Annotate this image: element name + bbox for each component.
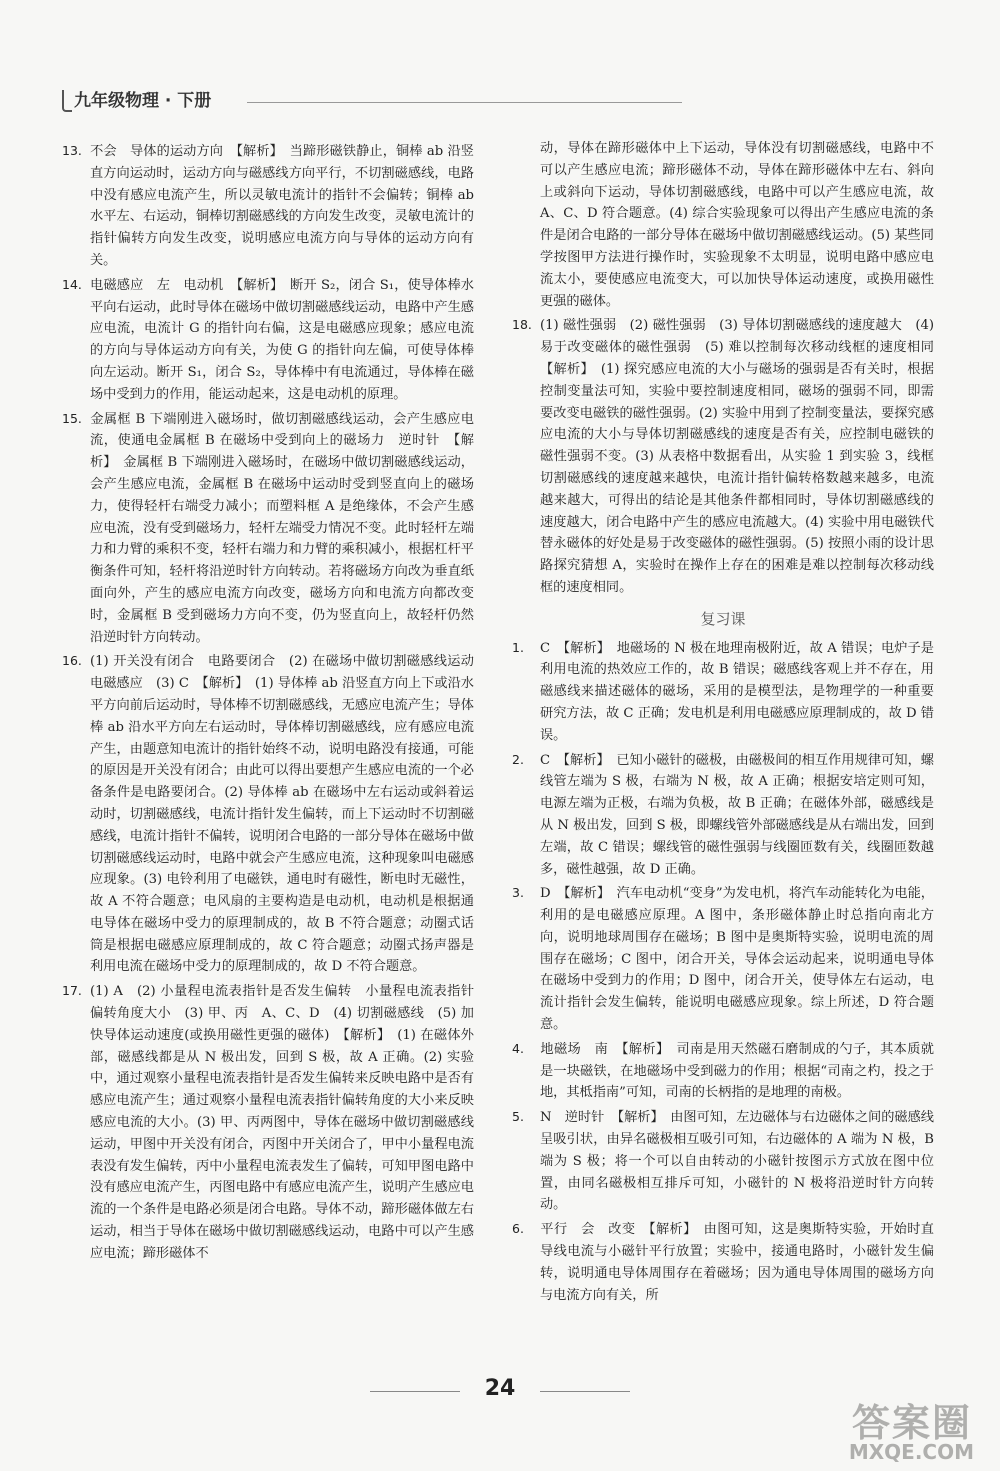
answer-16: 16. (1) 开关没有闭合 电路要闭合 (2) 在磁场中做切割磁感线运动 电磁感应 (3) C 【解析】 (1) 导体棒 ab 沿竖直方向上下或沿水平方向前后运动时，导体棒不切割磁感线，无感应电流产生；导体棒 ab 沿水平方向左右运动时，导体棒切割磁感线，应有感应电流产生，由题意知电流计的指针始终不动，说明电路没有接通，可能的原因是开关没有闭合；由此可以得出要想产生感应电流的一个必备条件是电路要闭合。(2) 导体棒 ab 在磁场中左右运动或斜着运动时，切割磁感线，电流计指针发生偏转，而上下运动时不切割磁感线，电流计指针不偏转，说明闭合电路的一部分导体在磁场中做切割磁感线运动时，电路中就会产生感应电流，这种现象叫电磁感应现象。(3) 电铃利用了电磁铁，通电时有磁性，断电时无磁性，故 A 不符合题意；电风扇的主要构造是电动机，电动机是根据通电导体在磁场中受力的原理制成的，故 B 不符合题意；动圈式话筒是根据电磁感应原理制成的，故 C 符合题意；动圈式扬声器是利用电流在磁场中受力的原理制成的，故 D 不符合题意。 [62, 653, 488, 975]
review-answer-3: 3. D 【解析】 汽车电动机“变身”为发电机，将汽车动能转化为电能，利用的是电磁感应原理。A 图中，条形磁体静止时总指向南北方向，说明地球周围存在磁场；B 图中是奥斯特实验，说明电流的周围存在磁场；C 图中，闭合开关，导体会运动起来，说明通电导体在磁场中受到力的作用；D 图中，闭合开关，使导体左右运动，电流计指针会发生偏转，能说明电磁感应现象。综上所述，D 符合题意。 [512, 885, 934, 1033]
review-answer-4: 4. 地磁场 南 【解析】 司南是用天然磁石磨制成的勺子，其本质就是一块磁铁，在地磁场中受到磁力的作用；根据“司南之杓，投之于地，其柢指南”可知，司南的长柄指的是地理的南极。 [512, 1040, 934, 1101]
footer-rule-left [370, 1391, 460, 1392]
review-answer-2: 2. C 【解析】 已知小磁针的磁极，由磁极间的相互作用规律可知，螺线管左端为 S 极，右端为 N 极，故 A 正确；根据安培定则可知，电源左端为正极，右端为负极，故 B 正确；在磁体外部，磁感线是从 N 极出发，回到 S 极，即螺线管外部磁感线是从右端出发，回到左端，故 C 错误；螺线管的磁性强弱与线圈匝数有关，线圈匝数越多，磁性越强，故 D 正确。 [512, 751, 934, 877]
header-rule [247, 102, 682, 103]
review-answer-5: 5. N 逆时针 【解析】 由图可知，左边磁体与右边磁体之间的磁感线呈吸引状，由异名磁极相互吸引可知，右边磁体的 A 端为 N 极，B 端为 S 极；将一个可以自由转动的小磁针按图示方式放在图中位置，由同名磁极相互排斥可知，小磁针的 N 极将沿逆时针方向转动。 [512, 1109, 934, 1213]
header-bracket [62, 90, 72, 112]
answer-14: 14. 电磁感应 左 电动机 【解析】 断开 S₂，闭合 S₁，使导体棒水平向右运动，此时导体在磁场中做切割磁感线运动，电路中产生感应电流，电流计 G 的指针向右偏，这是电磁感应现象；感应电流的方向与导体运动方向有关，为使 G 的指针向左偏，可使导体棒向左运动。断开 S₁，闭合 S₂，导体棒中有电流通过，导体棒在磁场中受到力的作用，能运动起来，这是电动机的原理。 [62, 276, 474, 402]
review-answer-1: 1. C 【解析】 地磁场的 N 极在地理南极附近，故 A 错误；电炉子是利用电流的热效应工作的，故 B 错误；磁感线客观上并不存在，用磁感线来描述磁体的磁场，采用的是模型法，是物理学的一种重要研究方法，故 C 正确；发电机是利用电磁感应原理制成的，故 D 错误。 [512, 639, 934, 743]
answer-17-continued: 动，导体在蹄形磁体中上下运动，导体没有切割磁感线，电路中不可以产生感应电流；蹄形磁体不动，导体在蹄形磁体中左右、斜向上或斜向下运动，导体切割磁感线，电路中可以产生感应电流，故 A、C、D 符合题意。(4) 综合实验现象可以得出产生感应电流的条件是闭合电路的一部分导体在磁场中做切割磁感线运动。(5) 某些同学按图甲方法进行操作时，实验现象不太明显，说明电路中感应电流太小，要使感应电流变大，可以加快导体运动速度，或换用磁性更强的磁体。 [540, 141, 934, 309]
answer-15: 15. 金属框 B 下端刚进入磁场时，做切割磁感线运动，会产生感应电流，使通电金属框 B 在磁场中受到向上的磁场力 逆时针 【解析】 金属框 B 下端刚进入磁场时，在磁场中做切割磁感线运动，会产生感应电流，金属框 B 在磁场中运动时受到竖直向上的磁场力，使得轻杆右端受力减小；而塑料框 A 是绝缘体，不会产生感应电流，没有受到磁场力，轻杆左端受力情况不变。此时轻杆左端力和力臂的乘积不变，轻杆右端力和力臂的乘积减小，根据杠杆平衡条件可知，轻杆将沿逆时针方向转动。若将磁场方向改为垂直纸面向外，产生的感应电流方向改变，磁场方向和电流方向都改变时，金属框 B 受到磁场力方向不变，仍为竖直向上，故轻杆仍然沿逆时针方向转动。 [62, 410, 474, 645]
page-header [62, 86, 622, 112]
answer-13: 13. 不会 导体的运动方向 【解析】 当蹄形磁铁静止，铜棒 ab 沿竖直方向运动时，运动方向与磁感线方向平行，不切割磁感线，电路中没有感应电流产生，所以灵敏电流计的指针不会偏转；铜棒 ab 水平左、右运动，铜棒切割磁感线的方向发生改变，灵敏电流计的指针偏转方向发生改变，说明感应电流方向与导体的运动方向有关。 [62, 143, 474, 268]
section-title: 复习课 [700, 609, 746, 628]
watermark-logo: 答案圈 [851, 1401, 972, 1445]
watermark-url: MXQE.COM [848, 1440, 974, 1464]
right-column [512, 138, 948, 1308]
answer-17: 17. (1) A (2) 小量程电流表指针是否发生偏转 小量程电流表指针偏转角度大小 (3) 甲、丙 A、C、D (4) 切割磁感线 (5) 加快导体运动速度(或换用磁性更强的磁体) 【解析】 (1) 在磁体外部，磁感线都是从 N 极出发，回到 S 极，故 A 正确。(2) 实验中，通过观察小量程电流表指针是否发生偏转来反映电路中是否有感应电流产生；通过观察小量程电流表指针偏转角度的大小来反映感应电流的大小。(3) 甲、丙两图中，导体在磁场中做切割磁感线运动，甲图中开关没有闭合，丙图中开关闭合了，甲中小量程电流表没有发生偏转，丙中小量程电流表发生了偏转，可知甲图电路中没有感应电流产生，丙图电路中有感应电流产生，说明产生感应电流的一个条件是电路必须是闭合电路。导体不动，蹄形磁体做左右运动，相当于导体在磁场中做切割磁感线运动，电路中可以产生感应电流；蹄形磁体不 [62, 983, 474, 1261]
left-column [62, 140, 488, 1267]
answer-18: 18. (1) 磁性强弱 (2) 磁性强弱 (3) 导体切割磁感线的速度越大 (4) 易于改变磁体的磁性强弱 (5) 难以控制每次移动线框的速度相同 【解析】 (1) 探究感应电流的大小与磁场的强弱是否有关时，根据控制变量法可知，实验中要控制速度相同，磁场的强弱不同，即需要改变电磁铁的磁性强弱。(2) 实验中用到了控制变量法，要探究感应电流的大小与导体切割磁感线的速度是否有关，应控制电磁铁的磁性强弱不变。(3) 从表格中数据看出，从实验 1 到实验 3，线框切割磁感线的速度越来越快，电流计指针偏转格数越来越多，电流越来越大，可得出的结论是其他条件都相同时，导体切割磁感线的速度越大，闭合电路中产生的感应电流越大。(4) 实验中用电磁铁代替永磁体的好处是易于改变磁体的磁性强弱。(5) 按照小雨的设计思路探究猜想 A，实验时在操作上存在的困难是难以控制每次移动线框的速度相同。 [512, 317, 948, 595]
header-title: 九年级物理 · 下册 [74, 91, 212, 111]
page-footer [0, 1376, 1000, 1406]
review-answer-6: 6. 平行 会 改变 【解析】 由图可知，这是奥斯特实验，开始时直导线电流与小磁针平行放置；实验中，接通电路时，小磁针发生偏转，说明通电导体周围存在着磁场；因为通电导体周围的磁场方向与电流方向有关，所 [512, 1221, 934, 1303]
footer-rule-right [540, 1391, 630, 1392]
page-number: 24 [484, 1376, 516, 1401]
